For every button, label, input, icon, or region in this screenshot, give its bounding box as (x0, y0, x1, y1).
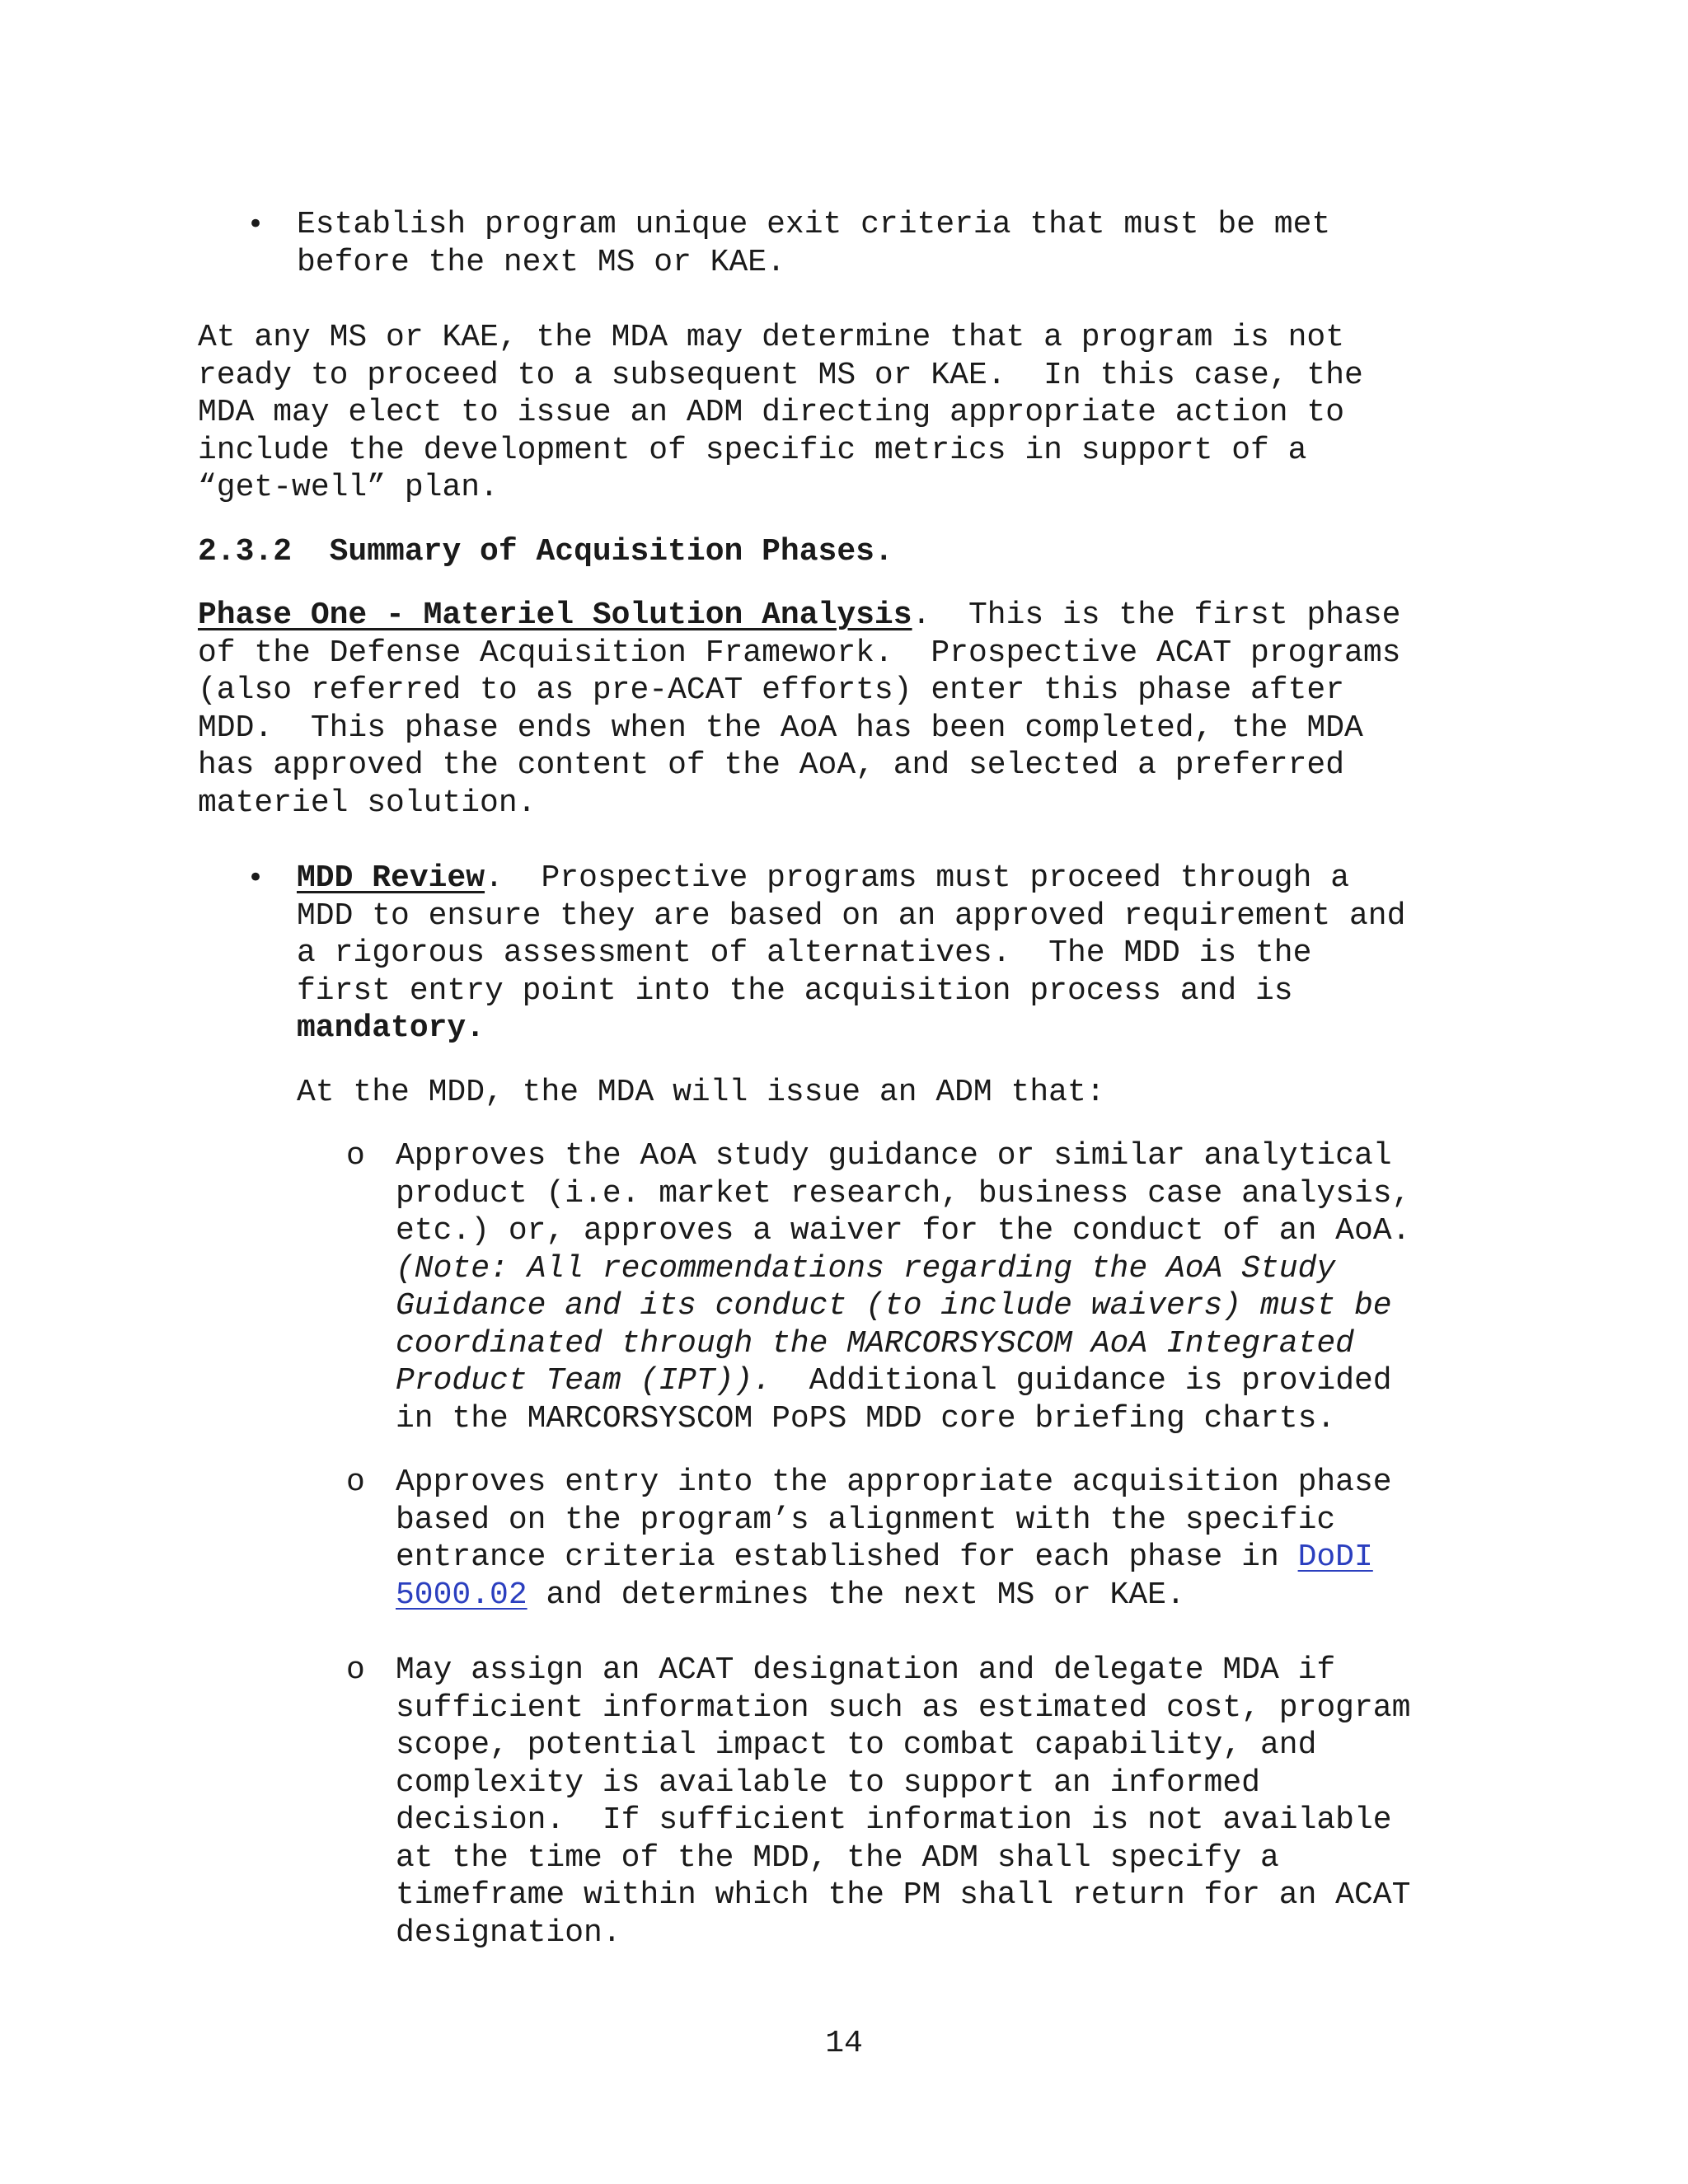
text-line: at the time of the MDD, the ADM shall specify a (396, 1840, 1279, 1876)
text-line: materiel solution. (198, 785, 537, 821)
sub-item-acat-designation (198, 1652, 1484, 1952)
dodi-link[interactable]: DoDI (1297, 1540, 1373, 1575)
page-number: 14 (825, 2026, 863, 2061)
text-line: ready to proceed to a subsequent MS or KAE. In this case, the (198, 357, 1363, 393)
guidance-text: Additional guidance is provided (771, 1363, 1392, 1399)
text-line: “get-well” plan. (198, 470, 499, 505)
text-line (198, 597, 1484, 635)
text-line (396, 1577, 1484, 1615)
text-line: designation. (396, 1915, 621, 1951)
text-line: of the Defense Acquisition Framework. Prospective ACAT programs (198, 635, 1401, 671)
paragraph-ms-kae (198, 319, 1484, 507)
text-line: decision. If sufficient information is not available (396, 1802, 1392, 1838)
bullet-icon: • (247, 208, 265, 241)
text-line (297, 860, 1484, 898)
text-line: based on the program’s alignment with the specific (396, 1502, 1336, 1538)
circle-bullet-icon: o (346, 1652, 365, 1688)
phase-one-intro: . This is the first phase (912, 598, 1401, 633)
text-line: has approved the content of the AoA, and selected a preferred (198, 748, 1345, 783)
circle-bullet-icon: o (346, 1138, 365, 1174)
circle-bullet-icon: o (346, 1465, 365, 1500)
text-line: Approves the AoA study guidance or similar analytical (396, 1138, 1392, 1174)
text-line: include the development of specific metrics in support of a (198, 432, 1307, 468)
note-line: (Note: All recommendations regarding the AoA Study (396, 1250, 1336, 1286)
bullet-item-exit-criteria (198, 206, 1484, 281)
text-line: etc.) or, approves a waiver for the conduct of an AoA. (396, 1213, 1411, 1249)
text-line: MDD. This phase ends when the AoA has been completed, the MDA (198, 710, 1363, 746)
sub-item-aoa-guidance (198, 1137, 1484, 1437)
text-line: in the MARCORSYSCOM PoPS MDD core briefing charts. (396, 1400, 1336, 1436)
text-line: At the MDD, the MDA will issue an ADM that: (297, 1074, 1105, 1110)
adm-intro (198, 1074, 1484, 1112)
entrance-criteria-text: entrance criteria established for each phase in (396, 1540, 1298, 1575)
mandatory-text: mandatory. (297, 1010, 485, 1046)
note-line: coordinated through the MARCORSYSCOM AoA Integrated (396, 1325, 1354, 1361)
text-line: a rigorous assessment of alternatives. The MDD is the (297, 935, 1312, 971)
text-line (396, 1539, 1484, 1577)
text-line: At any MS or KAE, the MDA may determine that a program is not (198, 320, 1345, 355)
text-line: May assign an ACAT designation and delegate MDA if (396, 1652, 1336, 1688)
text-line: sufficient information such as estimated cost, program (396, 1690, 1411, 1726)
bullet-icon: • (247, 861, 265, 894)
bullet-item-mdd-review (198, 860, 1484, 1047)
dodi-link-number[interactable]: 5000.02 (396, 1577, 528, 1613)
document-page (198, 206, 1484, 1952)
next-ms-text: and determines the next MS or KAE. (527, 1577, 1185, 1613)
text-line: scope, potential impact to combat capability, and (396, 1727, 1317, 1763)
text-line: (also referred to as pre-ACAT efforts) enter this phase after (198, 673, 1345, 708)
text-line: Approves entry into the appropriate acquisition phase (396, 1465, 1392, 1500)
mdd-review-title: MDD Review (297, 860, 485, 896)
text-line: first entry point into the acquisition process and is (297, 972, 1293, 1009)
text-line: MDD to ensure they are based on an approved requirement and (297, 898, 1406, 934)
text-line (396, 1362, 1484, 1400)
paragraph-phase-one (198, 597, 1484, 822)
note-line: Guidance and its conduct (to include waivers) must be (396, 1288, 1392, 1324)
section-heading: 2.3.2 Summary of Acquisition Phases. (198, 533, 893, 569)
text-line: product (i.e. market research, business case analysis, (396, 1175, 1411, 1212)
text-line: timeframe within which the PM shall return for an ACAT (396, 1877, 1411, 1913)
mdd-review-intro: . Prospective programs must proceed through a (485, 860, 1350, 896)
sub-item-phase-entry (198, 1464, 1484, 1614)
note-tail: Product Team (IPT)). (396, 1363, 772, 1399)
text-line: complexity is available to support an informed (396, 1765, 1260, 1801)
phase-one-title: Phase One - Materiel Solution Analysis (198, 598, 912, 633)
text-line: before the next MS or KAE. (297, 244, 785, 280)
text-line: MDA may elect to issue an ADM directing appropriate action to (198, 395, 1345, 430)
text-line: Establish program unique exit criteria that must be met (297, 207, 1331, 242)
